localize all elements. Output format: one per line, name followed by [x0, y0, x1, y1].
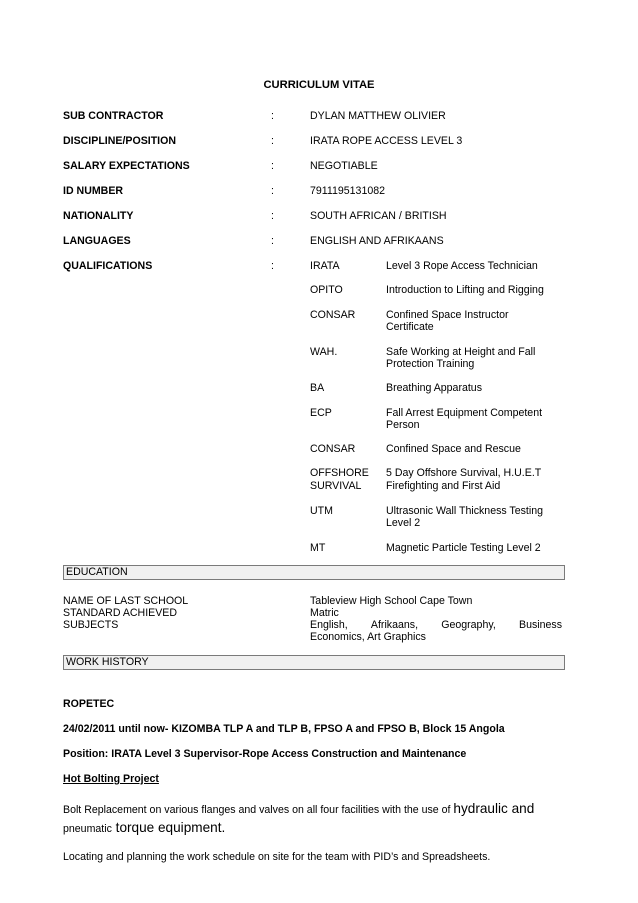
- qualification-code: IRATA: [310, 260, 340, 272]
- qualification-code: MT: [310, 542, 326, 554]
- field-label-id-number: ID NUMBER: [63, 185, 124, 197]
- qualification-desc: Magnetic Particle Testing Level 2: [386, 542, 541, 554]
- education-label-subjects: SUBJECTS: [63, 619, 119, 631]
- qualification-code: UTM: [310, 505, 333, 517]
- qualification-desc: Introduction to Lifting and Rigging: [386, 284, 544, 296]
- qualification-code: BA: [310, 382, 325, 394]
- field-colon: :: [271, 160, 274, 172]
- qualification-desc: 5 Day Offshore Survival, H.U.E.T: [386, 467, 542, 479]
- subject: Afrikaans,: [370, 619, 419, 631]
- work-position: Position: IRATA Level 3 Supervisor-Rope Access Construction and Maintenance: [63, 748, 467, 760]
- education-label-standard: STANDARD ACHIEVED: [63, 607, 178, 619]
- field-label-discipline: DISCIPLINE/POSITION: [63, 135, 177, 147]
- qualification-desc-cont: Person: [386, 419, 420, 431]
- field-value-discipline: IRATA ROPE ACCESS LEVEL 3: [310, 135, 463, 147]
- field-label-sub-contractor: SUB CONTRACTOR: [63, 110, 164, 122]
- work-period: 24/02/2011 until now- KIZOMBA TLP A and TLP B, FPSO A and FPSO B, Block 15 Angola: [63, 723, 505, 735]
- paragraph-text: Bolt Replacement on various flanges and valves on all four facilities with the use of: [63, 804, 454, 816]
- education-school: Tableview High School Cape Town: [310, 595, 473, 607]
- education-header: EDUCATION: [63, 565, 565, 580]
- paragraph-text: pneumatic: [63, 823, 112, 835]
- field-colon: :: [271, 210, 274, 222]
- qualification-desc: Fall Arrest Equipment Competent: [386, 407, 543, 419]
- field-label-salary: SALARY EXPECTATIONS: [63, 160, 190, 172]
- subject: Geography,: [441, 619, 496, 631]
- field-colon: :: [271, 185, 274, 197]
- field-value-salary: NEGOTIABLE: [310, 160, 378, 172]
- field-colon: :: [271, 235, 274, 247]
- qualification-code: CONSAR: [310, 443, 356, 455]
- field-value-languages: ENGLISH AND AFRIKAANS: [310, 235, 444, 247]
- qualification-desc: Confined Space and Rescue: [386, 443, 521, 455]
- qualification-desc: Breathing Apparatus: [386, 382, 483, 394]
- qualification-code: WAH.: [310, 346, 338, 358]
- paragraph-text-large: hydraulic and: [453, 801, 535, 816]
- field-label-nationality: NATIONALITY: [63, 210, 134, 222]
- paragraph-line: Locating and planning the work schedule on site for the team with PID’s and Spreadsheets.: [63, 851, 491, 863]
- field-value-id-number: 7911195131082: [310, 185, 386, 197]
- document-title: CURRICULUM VITAE: [263, 79, 375, 91]
- field-label-languages: LANGUAGES: [63, 235, 131, 247]
- work-history-header: WORK HISTORY: [63, 655, 565, 670]
- field-label-qualifications: QUALIFICATIONS: [63, 260, 153, 272]
- qualification-desc: Confined Space Instructor: [386, 309, 509, 321]
- subject: English,: [310, 619, 348, 631]
- education-standard: Matric: [310, 607, 339, 619]
- paragraph-line: [63, 820, 225, 835]
- qualification-code: ECP: [310, 407, 332, 419]
- education-subjects-cont: Economics, Art Graphics: [310, 631, 426, 643]
- qualification-desc: Level 3 Rope Access Technician: [386, 260, 538, 272]
- qualification-desc-cont: Protection Training: [386, 358, 475, 370]
- field-value-nationality: SOUTH AFRICAN / BRITISH: [310, 210, 447, 222]
- company-name: ROPETEC: [63, 698, 115, 710]
- qualification-code-cont: SURVIVAL: [310, 480, 362, 492]
- qualification-code: OFFSHORE: [310, 467, 369, 479]
- paragraph-text-large: torque equipment.: [111, 820, 226, 835]
- qualification-desc: Safe Working at Height and Fall: [386, 346, 536, 358]
- qualification-desc: Ultrasonic Wall Thickness Testing: [386, 505, 544, 517]
- qualification-desc-cont: Firefighting and First Aid: [386, 480, 501, 492]
- field-value-sub-contractor: DYLAN MATTHEW OLIVIER: [310, 110, 446, 122]
- qualification-desc-cont: Certificate: [386, 321, 434, 333]
- paragraph-line: [63, 801, 534, 816]
- field-colon: :: [271, 260, 274, 272]
- qualification-desc-cont: Level 2: [386, 517, 421, 529]
- qualification-code: CONSAR: [310, 309, 356, 321]
- education-subjects: [310, 619, 562, 631]
- field-colon: :: [271, 110, 274, 122]
- qualification-code: OPITO: [310, 284, 343, 296]
- field-colon: :: [271, 135, 274, 147]
- project-title: Hot Bolting Project: [63, 773, 159, 785]
- subject: Business: [519, 619, 562, 631]
- education-label-school: NAME OF LAST SCHOOL: [63, 595, 189, 607]
